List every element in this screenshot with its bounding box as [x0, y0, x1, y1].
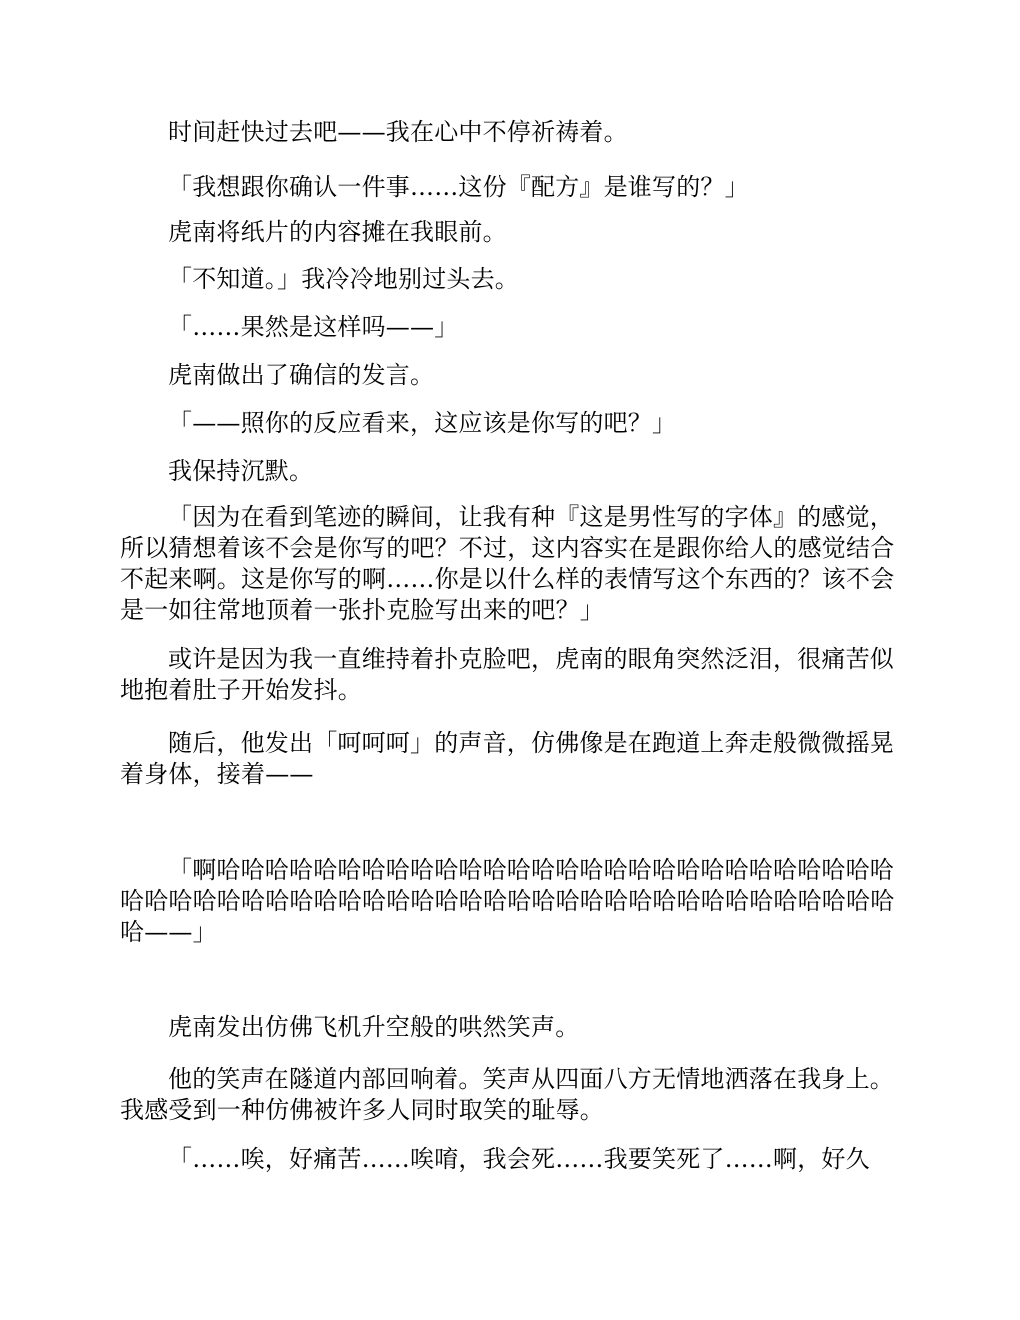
paragraph-5: 「……果然是这样吗——」	[168, 313, 459, 341]
paragraph-10: 或许是因为我一直维持着扑克脸吧，虎南的眼角突然泛泪，很痛苦似地抱着肚子开始发抖。	[120, 645, 894, 704]
paragraph-3: 虎南将纸片的内容摊在我眼前。	[168, 218, 507, 246]
paragraph-12: 「啊哈哈哈哈哈哈哈哈哈哈哈哈哈哈哈哈哈哈哈哈哈哈哈哈哈哈哈哈哈哈哈哈哈哈哈哈哈哈哈哈哈哈哈哈哈哈哈哈哈哈哈哈哈哈哈哈哈哈哈哈哈——」	[120, 856, 895, 946]
paragraph-1: 时间赶快过去吧——我在心中不停祈祷着。	[168, 118, 628, 146]
paragraph-15: 「……唉，好痛苦……唉唷，我会死……我要笑死了……啊，好久	[168, 1145, 870, 1173]
paragraph-8: 我保持沉默。	[168, 457, 314, 485]
paragraph-13: 虎南发出仿佛飞机升空般的哄然笑声。	[168, 1013, 580, 1041]
paragraph-9: 「因为在看到笔迹的瞬间，让我有种『这是男性写的字体』的感觉，所以猜想着该不会是你写的吧？不过，这内容实在是跟你给人的感觉结合不起来啊。这是你写的啊……你是以什么样的表情写这个东西的？该不会是一如往常地顶着一张扑克脸写出来的吧？」	[120, 503, 895, 624]
paragraph-6: 虎南做出了确信的发言。	[168, 361, 435, 389]
paragraph-11: 随后，他发出「呵呵呵」的声音，仿佛像是在跑道上奔走般微微摇晃着身体，接着——	[120, 729, 894, 788]
paragraph-14: 他的笑声在隧道内部回响着。笑声从四面八方无情地洒落在我身上。我感受到一种仿佛被许多人同时取笑的耻辱。	[120, 1065, 894, 1124]
paragraph-7: 「——照你的反应看来，这应该是你写的吧？」	[168, 409, 677, 437]
paragraph-2: 「我想跟你确认一件事……这份『配方』是谁写的？」	[168, 173, 749, 201]
paragraph-4: 「不知道。」我冷冷地别过头去。	[168, 265, 519, 293]
